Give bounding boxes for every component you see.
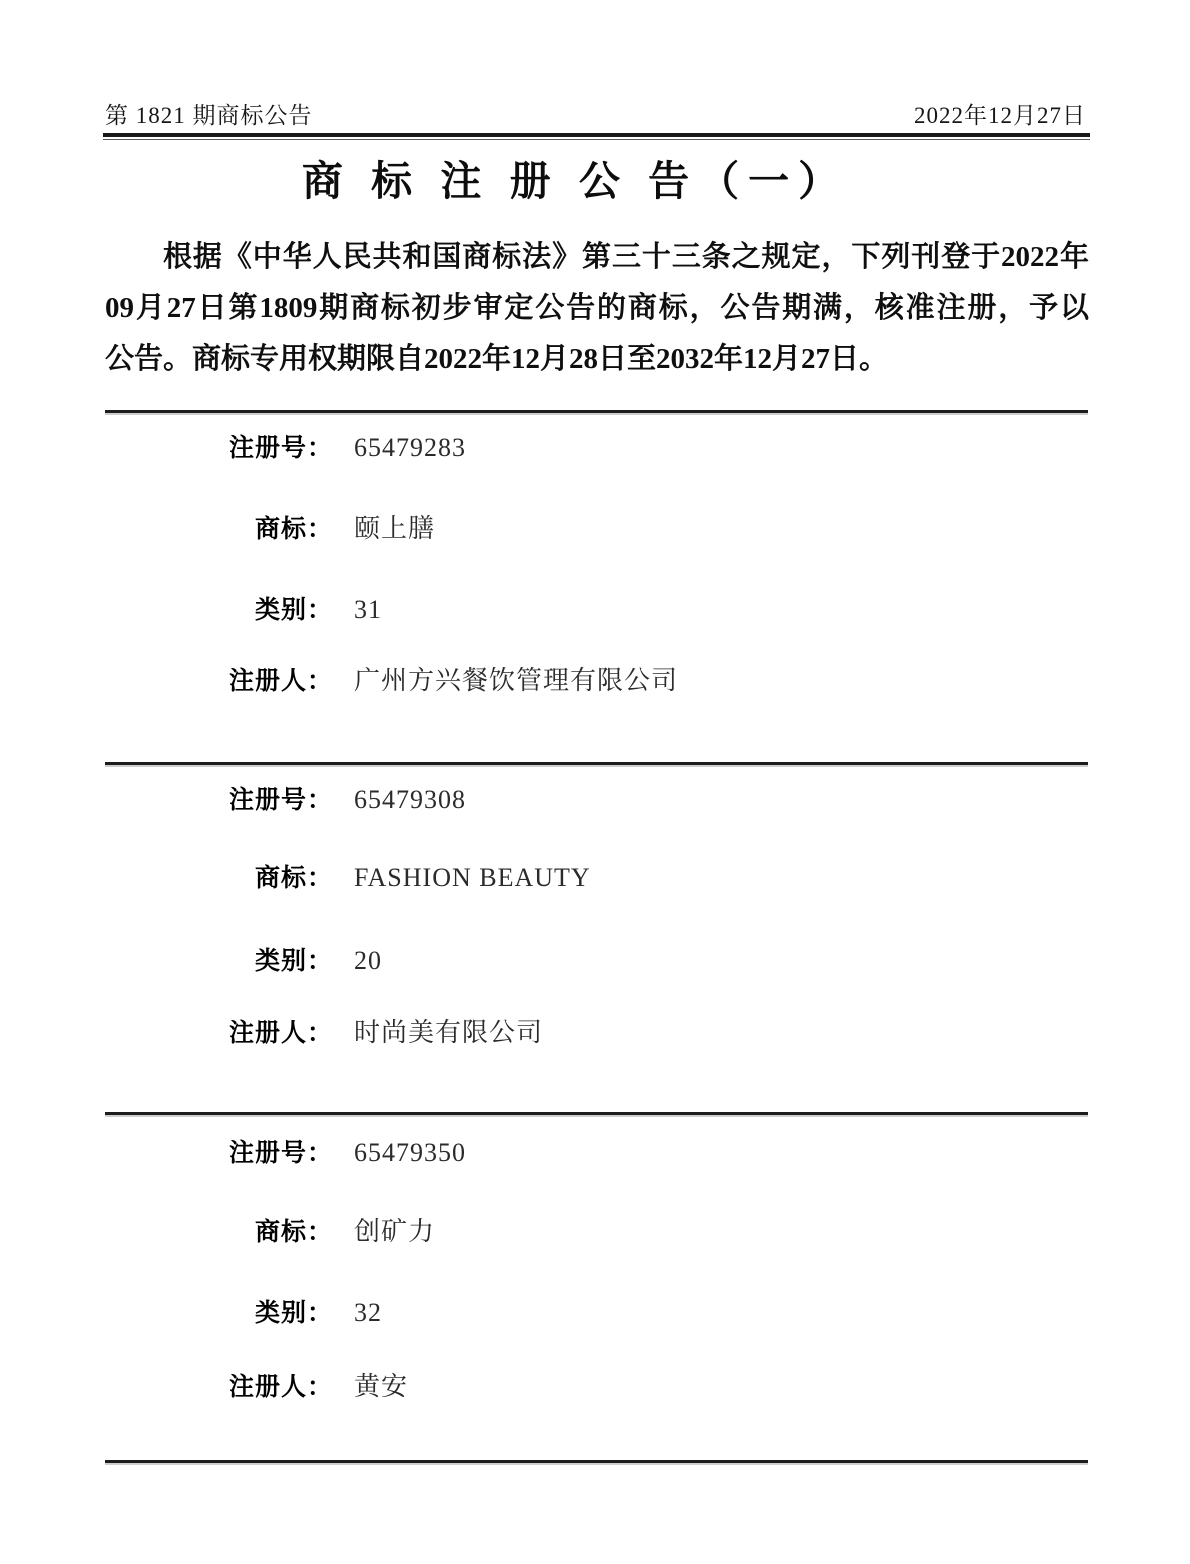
field-value-class: 32	[354, 1298, 382, 1327]
intro-line: 09月27日第1809期商标初步审定公告的商标，公告期满，核准注册，予以	[105, 292, 1089, 324]
field-value-registrant: 黄安	[354, 1372, 409, 1401]
field-label: 注册人：	[228, 668, 333, 695]
field-label: 商标：	[254, 865, 333, 892]
field-value-registrant: 时尚美有限公司	[354, 1018, 544, 1047]
field-value-reg-no: 65479308	[354, 785, 466, 814]
field-row-registrant	[105, 660, 678, 697]
field-value-reg-no: 65479283	[354, 433, 466, 462]
intro-line: 根据《中华人民共和国商标法》第三十三条之规定，下列刊登于2022年	[163, 241, 1089, 273]
field-label: 类别：	[254, 1300, 333, 1327]
field-row-reg-no	[105, 428, 466, 464]
field-row-registrant	[105, 1012, 543, 1049]
field-row-reg-no	[105, 1133, 466, 1169]
field-row-class	[105, 941, 382, 977]
header-date: 2022年12月27日	[914, 103, 1086, 128]
page-title: 商 标 注 册 公 告（一）	[301, 158, 849, 204]
field-label: 注册人：	[228, 1374, 333, 1401]
field-row-mark	[105, 1211, 435, 1248]
field-value-registrant: 广州方兴餐饮管理有限公司	[354, 666, 679, 695]
field-label: 注册号：	[228, 787, 333, 814]
field-row-class	[105, 590, 382, 626]
field-row-mark	[105, 858, 591, 894]
field-label: 商标：	[254, 516, 333, 543]
field-label: 注册号：	[228, 1140, 333, 1167]
field-row-class	[105, 1293, 382, 1329]
field-row-reg-no	[105, 780, 466, 816]
section-divider	[105, 1112, 1088, 1115]
field-label: 注册号：	[228, 435, 333, 462]
field-label: 商标：	[254, 1219, 333, 1246]
field-label: 类别：	[254, 597, 333, 624]
intro-line: 公告。商标专用权期限自2022年12月28日至2032年12月27日。	[105, 343, 889, 375]
field-value-reg-no: 65479350	[354, 1138, 466, 1167]
field-label: 类别：	[254, 948, 333, 975]
section-divider	[105, 410, 1088, 413]
field-value-mark: 创矿力	[354, 1217, 436, 1246]
header-issue-number: 第 1821 期商标公告	[105, 103, 313, 128]
field-row-registrant	[105, 1366, 408, 1403]
intro-paragraph	[105, 232, 1089, 385]
field-row-mark	[105, 508, 435, 545]
field-value-mark: FASHION BEAUTY	[354, 863, 591, 892]
field-value-mark: 颐上膳	[354, 514, 436, 543]
header-rule	[103, 133, 1090, 140]
field-value-class: 31	[354, 595, 382, 624]
field-value-class: 20	[354, 946, 382, 975]
section-divider	[105, 762, 1088, 765]
section-divider	[105, 1460, 1088, 1463]
field-label: 注册人：	[228, 1020, 333, 1047]
